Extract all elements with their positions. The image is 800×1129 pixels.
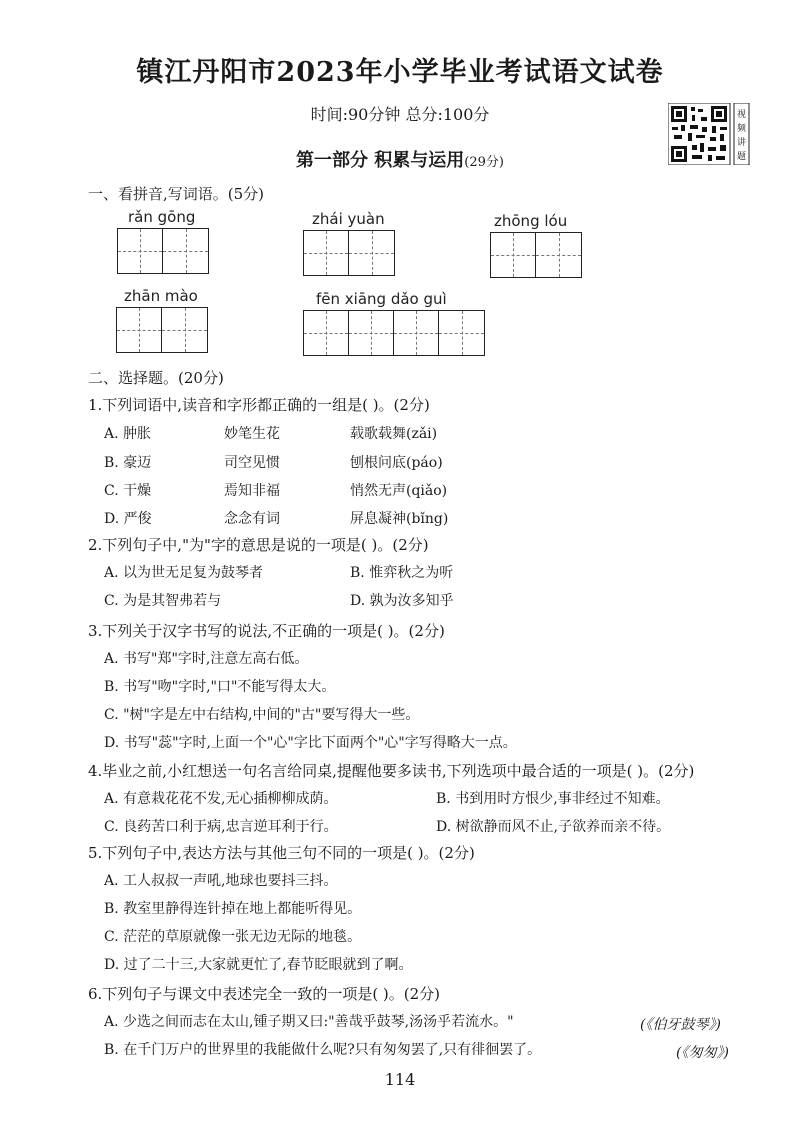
- q6-option-a: A. 少选之间而志在太山,锺子期又曰:"善哉乎鼓琴,汤汤乎若流水。": [104, 1014, 514, 1030]
- q2-option-a: A. 以为世无足复为鼓琴者: [104, 565, 264, 581]
- qr-label-char-2: 频: [736, 124, 747, 134]
- section1-heading: 一、看拼音,写词语。(5分): [88, 185, 265, 203]
- qr-code[interactable]: [668, 103, 750, 165]
- exam-time-info: 时间:90分钟 总分:100分: [310, 105, 490, 124]
- q1-c-word3: 悄然无声(qiǎo): [350, 483, 448, 499]
- q1-b-word1: B. 豪迈: [104, 455, 152, 471]
- q1-b-word2: 司空见惯: [224, 455, 280, 471]
- q1-a-word3: 载歌载舞(zǎi): [350, 426, 438, 442]
- page-number: 114: [384, 1070, 416, 1089]
- q2-option-b: B. 惟弈秋之为听: [350, 565, 454, 581]
- q1-a-word2: 妙笔生花: [224, 426, 280, 442]
- pinyin-1: rǎn gōng: [128, 208, 196, 226]
- answer-box-3[interactable]: [490, 232, 582, 278]
- q1-d-word2: 念念有词: [224, 511, 280, 527]
- pinyin-5: fēn xiāng dǎo guì: [316, 290, 447, 308]
- page-title: 镇江丹阳市2023年小学毕业考试语文试卷: [136, 57, 664, 88]
- q1-a-word1: A. 肿胀: [104, 426, 152, 442]
- qr-code-icon: [668, 103, 750, 165]
- answer-box-5[interactable]: [303, 310, 485, 356]
- pinyin-4: zhān mào: [124, 287, 198, 305]
- q1-c-word1: C. 干燥: [104, 483, 152, 499]
- q4-option-c: C. 良药苦口利于病,忠言逆耳利于行。: [104, 819, 338, 835]
- q1-stem: 1.下列词语中,读音和字形都正确的一组是( )。(2分): [88, 396, 430, 414]
- answer-box-4[interactable]: [116, 307, 208, 353]
- q5-option-a: A. 工人叔叔一声吼,地球也要抖三抖。: [104, 873, 338, 889]
- q1-d-word3: 屏息凝神(bǐng): [350, 511, 449, 527]
- q4-option-d: D. 树欲静而风不止,子欲养而亲不待。: [436, 819, 671, 835]
- qr-label-char-4: 题: [736, 152, 747, 162]
- part-title-text: 第一部分 积累与运用: [296, 150, 465, 171]
- q3-stem: 3.下列关于汉字书写的说法,不正确的一项是( )。(2分): [88, 622, 445, 640]
- qr-label-char-3: 讲: [736, 138, 747, 148]
- qr-label-char-1: 视: [736, 110, 747, 120]
- q6-stem: 6.下列句子与课文中表述完全一致的一项是( )。(2分): [88, 985, 441, 1003]
- q6-option-b: B. 在千门万户的世界里的我能做什么呢?只有匆匆罢了,只有徘徊罢了。: [104, 1042, 542, 1058]
- q4-option-b: B. 书到用时方恨少,事非经过不知难。: [436, 791, 670, 807]
- q6-option-b-source: (《匆匆》): [676, 1045, 729, 1061]
- q2-stem: 2.下列句子中,"为"字的意思是说的一项是( )。(2分): [88, 536, 429, 554]
- answer-box-2[interactable]: [303, 230, 395, 276]
- q1-b-word3: 刨根问底(páo): [350, 455, 443, 471]
- section2-heading: 二、选择题。(20分): [88, 369, 224, 387]
- q3-option-c: C. "树"字是左中右结构,中间的"古"要写得大一些。: [104, 707, 420, 723]
- q5-option-d: D. 过了二十三,大家就更忙了,春节眨眼就到了啊。: [104, 957, 413, 973]
- part-score: (29分): [464, 155, 504, 170]
- q1-d-word1: D. 严俊: [104, 511, 152, 527]
- q4-option-a: A. 有意栽花花不发,无心插柳柳成荫。: [104, 791, 338, 807]
- q3-option-d: D. 书写"蕊"字时,上面一个"心"字比下面两个"心"字写得略大一点。: [104, 735, 517, 751]
- q3-option-b: B. 书写"吻"字时,"口"不能写得太大。: [104, 679, 336, 695]
- q2-option-d: D. 孰为汝多知乎: [350, 593, 454, 609]
- q5-option-b: B. 教室里静得连针掉在地上都能听得见。: [104, 901, 362, 917]
- q5-stem: 5.下列句子中,表达方法与其他三句不同的一项是( )。(2分): [88, 844, 475, 862]
- q6-option-a-source: (《伯牙鼓琴》): [640, 1017, 721, 1033]
- q5-option-c: C. 茫茫的草原就像一张无边无际的地毯。: [104, 929, 362, 945]
- q2-option-c: C. 为是其智弗若与: [104, 593, 222, 609]
- answer-box-1[interactable]: [117, 228, 209, 274]
- q4-stem: 4.毕业之前,小红想送一句名言给同桌,提醒他要多读书,下列选项中最合适的一项是( )。(2分): [88, 762, 695, 780]
- q3-option-a: A. 书写"郑"字时,注意左高右低。: [104, 651, 309, 667]
- pinyin-3: zhōng lóu: [494, 212, 568, 230]
- pinyin-2: zhái yuàn: [312, 210, 385, 228]
- q1-c-word2: 焉知非福: [224, 483, 280, 499]
